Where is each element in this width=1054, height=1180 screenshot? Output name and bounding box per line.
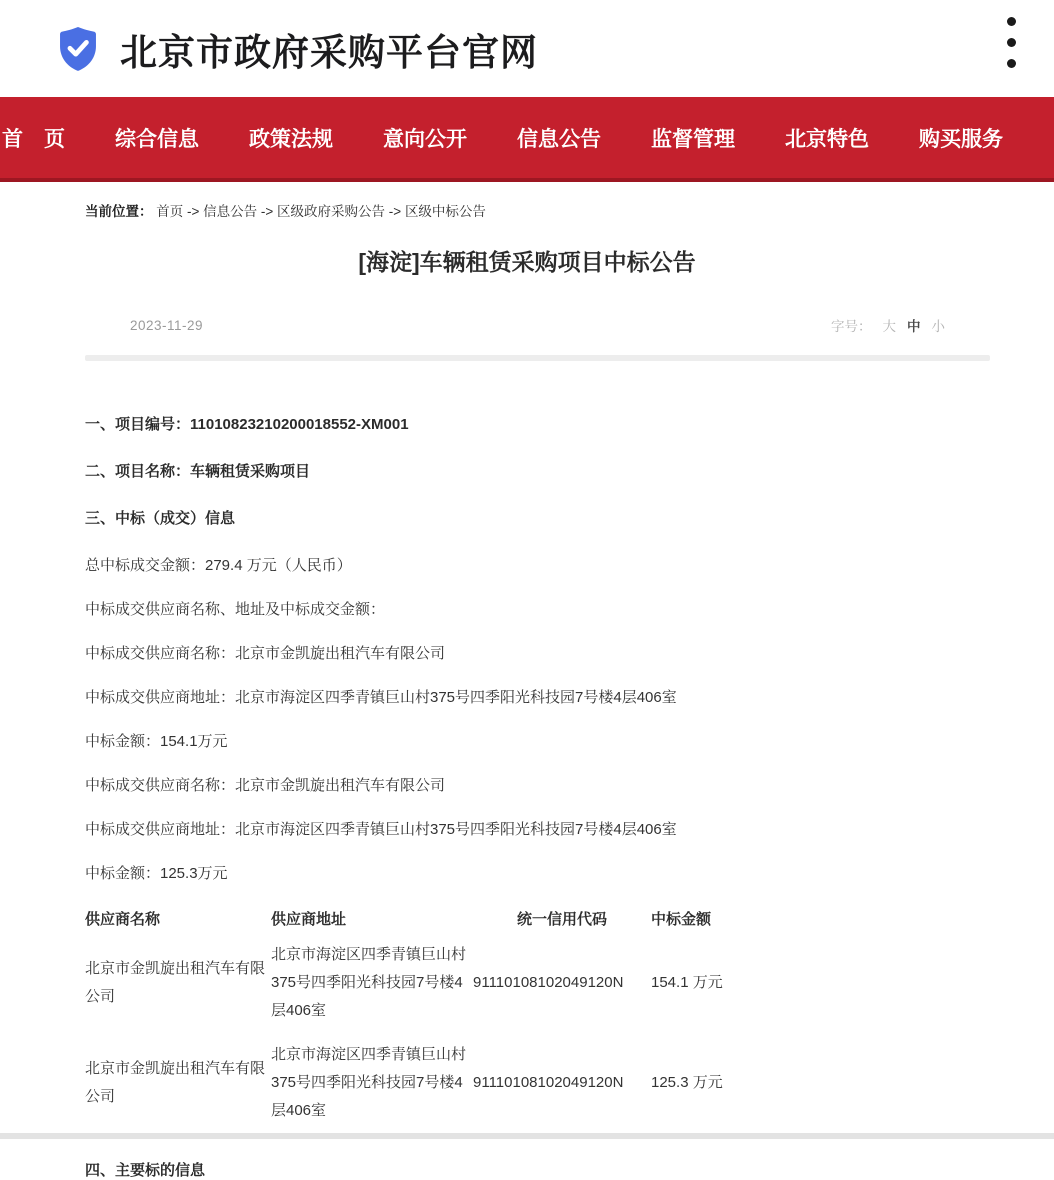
breadcrumb-separator: -> — [183, 204, 204, 219]
table-row — [85, 933, 833, 1033]
breadcrumb-item-1[interactable]: 信息公告 — [203, 204, 258, 219]
font-size-label: 字号： — [831, 319, 872, 334]
publish-date: 2023-11-29 — [130, 317, 204, 333]
supplier-table — [85, 908, 833, 1133]
body-paragraph: 中标成交供应商地址：北京市海淀区四季青镇巨山村375号四季阳光科技园7号楼4层406室 — [85, 821, 677, 838]
page-bottom-edge — [0, 1133, 1054, 1139]
body-paragraph: 中标成交供应商名称、地址及中标成交金额： — [85, 601, 386, 618]
breadcrumb-item-3: 区级中标公告 — [404, 204, 486, 219]
page-title: [海淀]车辆租赁采购项目中标公告 — [358, 249, 696, 275]
breadcrumb-item-0[interactable]: 首页 — [156, 204, 184, 219]
section-heading-4: 四、主要标的信息 — [85, 1162, 206, 1179]
kebab-dot — [1007, 17, 1016, 26]
breadcrumb-separator: -> — [257, 204, 278, 219]
body-paragraph: 中标金额：125.3万元 — [85, 865, 228, 882]
font-size-control — [831, 315, 945, 335]
cell-name: 北京市金凯旋出租汽车有限公司 — [85, 1060, 266, 1105]
nav-item-7[interactable]: 购买服务 — [919, 127, 1003, 151]
section-heading: 一、项目编号：11010823210200018552-XM001 — [85, 416, 409, 433]
breadcrumb-label: 当前位置： — [85, 204, 153, 219]
breadcrumb-item-2[interactable]: 区级政府采购公告 — [277, 204, 386, 219]
table-header-3: 中标金额 — [651, 911, 712, 928]
cell-amount: 154.1 万元 — [651, 974, 723, 991]
site-title: 北京市政府采购平台官网 — [120, 31, 538, 73]
cell-address: 北京市海淀区四季青镇巨山村375号四季阳光科技园7号楼4层406室 — [271, 946, 467, 1019]
section-heading: 二、项目名称：车辆租赁采购项目 — [85, 463, 311, 480]
main-nav — [0, 97, 1054, 182]
font-size-small[interactable]: 小 — [931, 319, 945, 334]
font-size-medium[interactable]: 中 — [907, 319, 921, 334]
cell-code: 91110108102049120N — [473, 974, 624, 991]
table-header-2: 统一信用代码 — [516, 911, 607, 928]
breadcrumb-separator: -> — [385, 204, 405, 219]
nav-item-0[interactable]: 首 页 — [2, 127, 65, 151]
body-paragraph: 中标金额：154.1万元 — [85, 733, 228, 750]
body-paragraph: 总中标成交金额：279.4 万元（人民币） — [85, 557, 352, 574]
cell-address: 北京市海淀区四季青镇巨山村375号四季阳光科技园7号楼4层406室 — [271, 1046, 467, 1119]
title-divider — [85, 355, 990, 361]
cell-name: 北京市金凯旋出租汽车有限公司 — [85, 960, 266, 1005]
nav-item-2[interactable]: 政策法规 — [249, 127, 333, 151]
nav-item-3[interactable]: 意向公开 — [383, 127, 467, 151]
table-header-1: 供应商地址 — [271, 911, 347, 928]
section-heading: 三、中标（成交）信息 — [85, 510, 236, 527]
body-paragraph: 中标成交供应商名称：北京市金凯旋出租汽车有限公司 — [85, 645, 446, 662]
article — [0, 244, 1054, 1180]
nav-item-1[interactable]: 综合信息 — [115, 127, 199, 151]
font-size-large[interactable]: 大 — [882, 319, 896, 334]
body-paragraph: 中标成交供应商名称：北京市金凯旋出租汽车有限公司 — [85, 777, 446, 794]
nav-item-5[interactable]: 监督管理 — [651, 127, 735, 151]
table-row — [85, 1033, 833, 1133]
breadcrumb — [85, 200, 1054, 220]
kebab-dot — [1007, 38, 1016, 47]
verified-shield-icon — [56, 25, 100, 73]
body-paragraph: 中标成交供应商地址：北京市海淀区四季青镇巨山村375号四季阳光科技园7号楼4层406室 — [85, 689, 677, 706]
article-meta-row — [85, 315, 990, 335]
nav-item-4[interactable]: 信息公告 — [517, 127, 601, 151]
site-header — [0, 0, 1054, 97]
nav-item-6[interactable]: 北京特色 — [785, 127, 869, 151]
kebab-dot — [1007, 59, 1016, 68]
kebab-menu-icon[interactable] — [1007, 11, 1016, 74]
cell-code: 91110108102049120N — [473, 1074, 624, 1091]
cell-amount: 125.3 万元 — [651, 1074, 723, 1091]
table-header-0: 供应商名称 — [85, 911, 161, 928]
